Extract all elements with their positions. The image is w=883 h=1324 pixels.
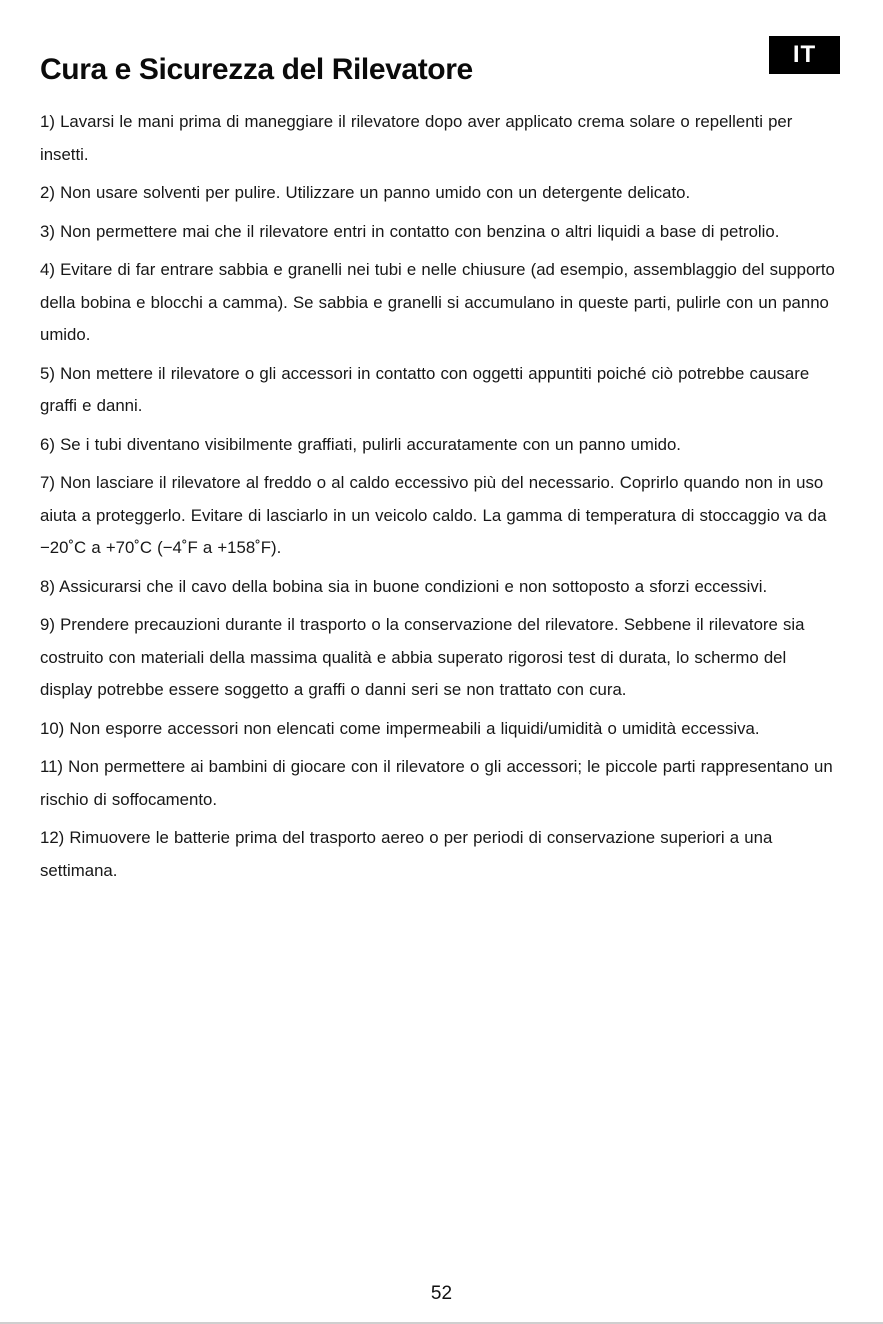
care-safety-item-3: 3) Non permettere mai che il rilevatore entri in contatto con benzina o altri liquidi a base di petrolio. (40, 221, 780, 241)
page-number: 52 (430, 1283, 453, 1304)
care-safety-item-9: 9) Prendere precauzioni durante il trasporto o la conservazione del rilevatore. Sebbene il rilevatore sia costruito con materiali della massima qualità e abbia superato rigorosi test di durata, lo schermo del display potrebbe essere soggetto a graffi o danni seri se non trattato con cura. (40, 615, 805, 699)
care-safety-item-5: 5) Non mettere il rilevatore o gli accessori in contatto con oggetti appuntiti poiché ciò potrebbe causare graffi e danni. (40, 363, 810, 415)
care-safety-item-6: 6) Se i tubi diventano visibilmente graffiati, pulirli accuratamente con un panno umido. (40, 434, 681, 454)
care-safety-item-12: 12) Rimuovere le batterie prima del trasporto aereo o per periodi di conservazione superiori a una settimana. (40, 828, 773, 880)
care-safety-item-10: 10) Non esporre accessori non elencati come impermeabili a liquidi/umidità o umidità eccessiva. (40, 718, 760, 738)
care-safety-list (40, 106, 840, 893)
language-badge: IT (769, 36, 840, 74)
care-safety-item-7: 7) Non lasciare il rilevatore al freddo o al caldo eccessivo più del necessario. Coprirlo quando non in uso aiuta a proteggerlo. Evitare di lasciarlo in un veicolo caldo. La gamma di temperatura di stoccaggio va da −20˚C a +70˚C (−4˚F a +158˚F). (40, 473, 827, 557)
care-safety-item-8: 8) Assicurarsi che il cavo della bobina sia in buone condizioni e non sottoposto a sforzi eccessivi. (40, 576, 768, 596)
care-safety-item-11: 11) Non permettere ai bambini di giocare con il rilevatore o gli accessori; le piccole parti rappresentano un rischio di soffocamento. (40, 757, 833, 809)
care-safety-item-2: 2) Non usare solventi per pulire. Utilizzare un panno umido con un detergente delicato. (40, 183, 691, 202)
care-safety-item-1: 1) Lavarsi le mani prima di maneggiare il rilevatore dopo aver applicato crema solare o repellenti per insetti. (40, 112, 793, 164)
care-safety-item-4: 4) Evitare di far entrare sabbia e granelli nei tubi e nelle chiusure (ad esempio, assemblaggio del supporto della bobina e blocchi a camma). Se sabbia e granelli si accumulano in queste parti, pulirle con un panno umido. (40, 260, 835, 344)
page-title: Cura e Sicurezza del Rilevatore (40, 53, 473, 86)
